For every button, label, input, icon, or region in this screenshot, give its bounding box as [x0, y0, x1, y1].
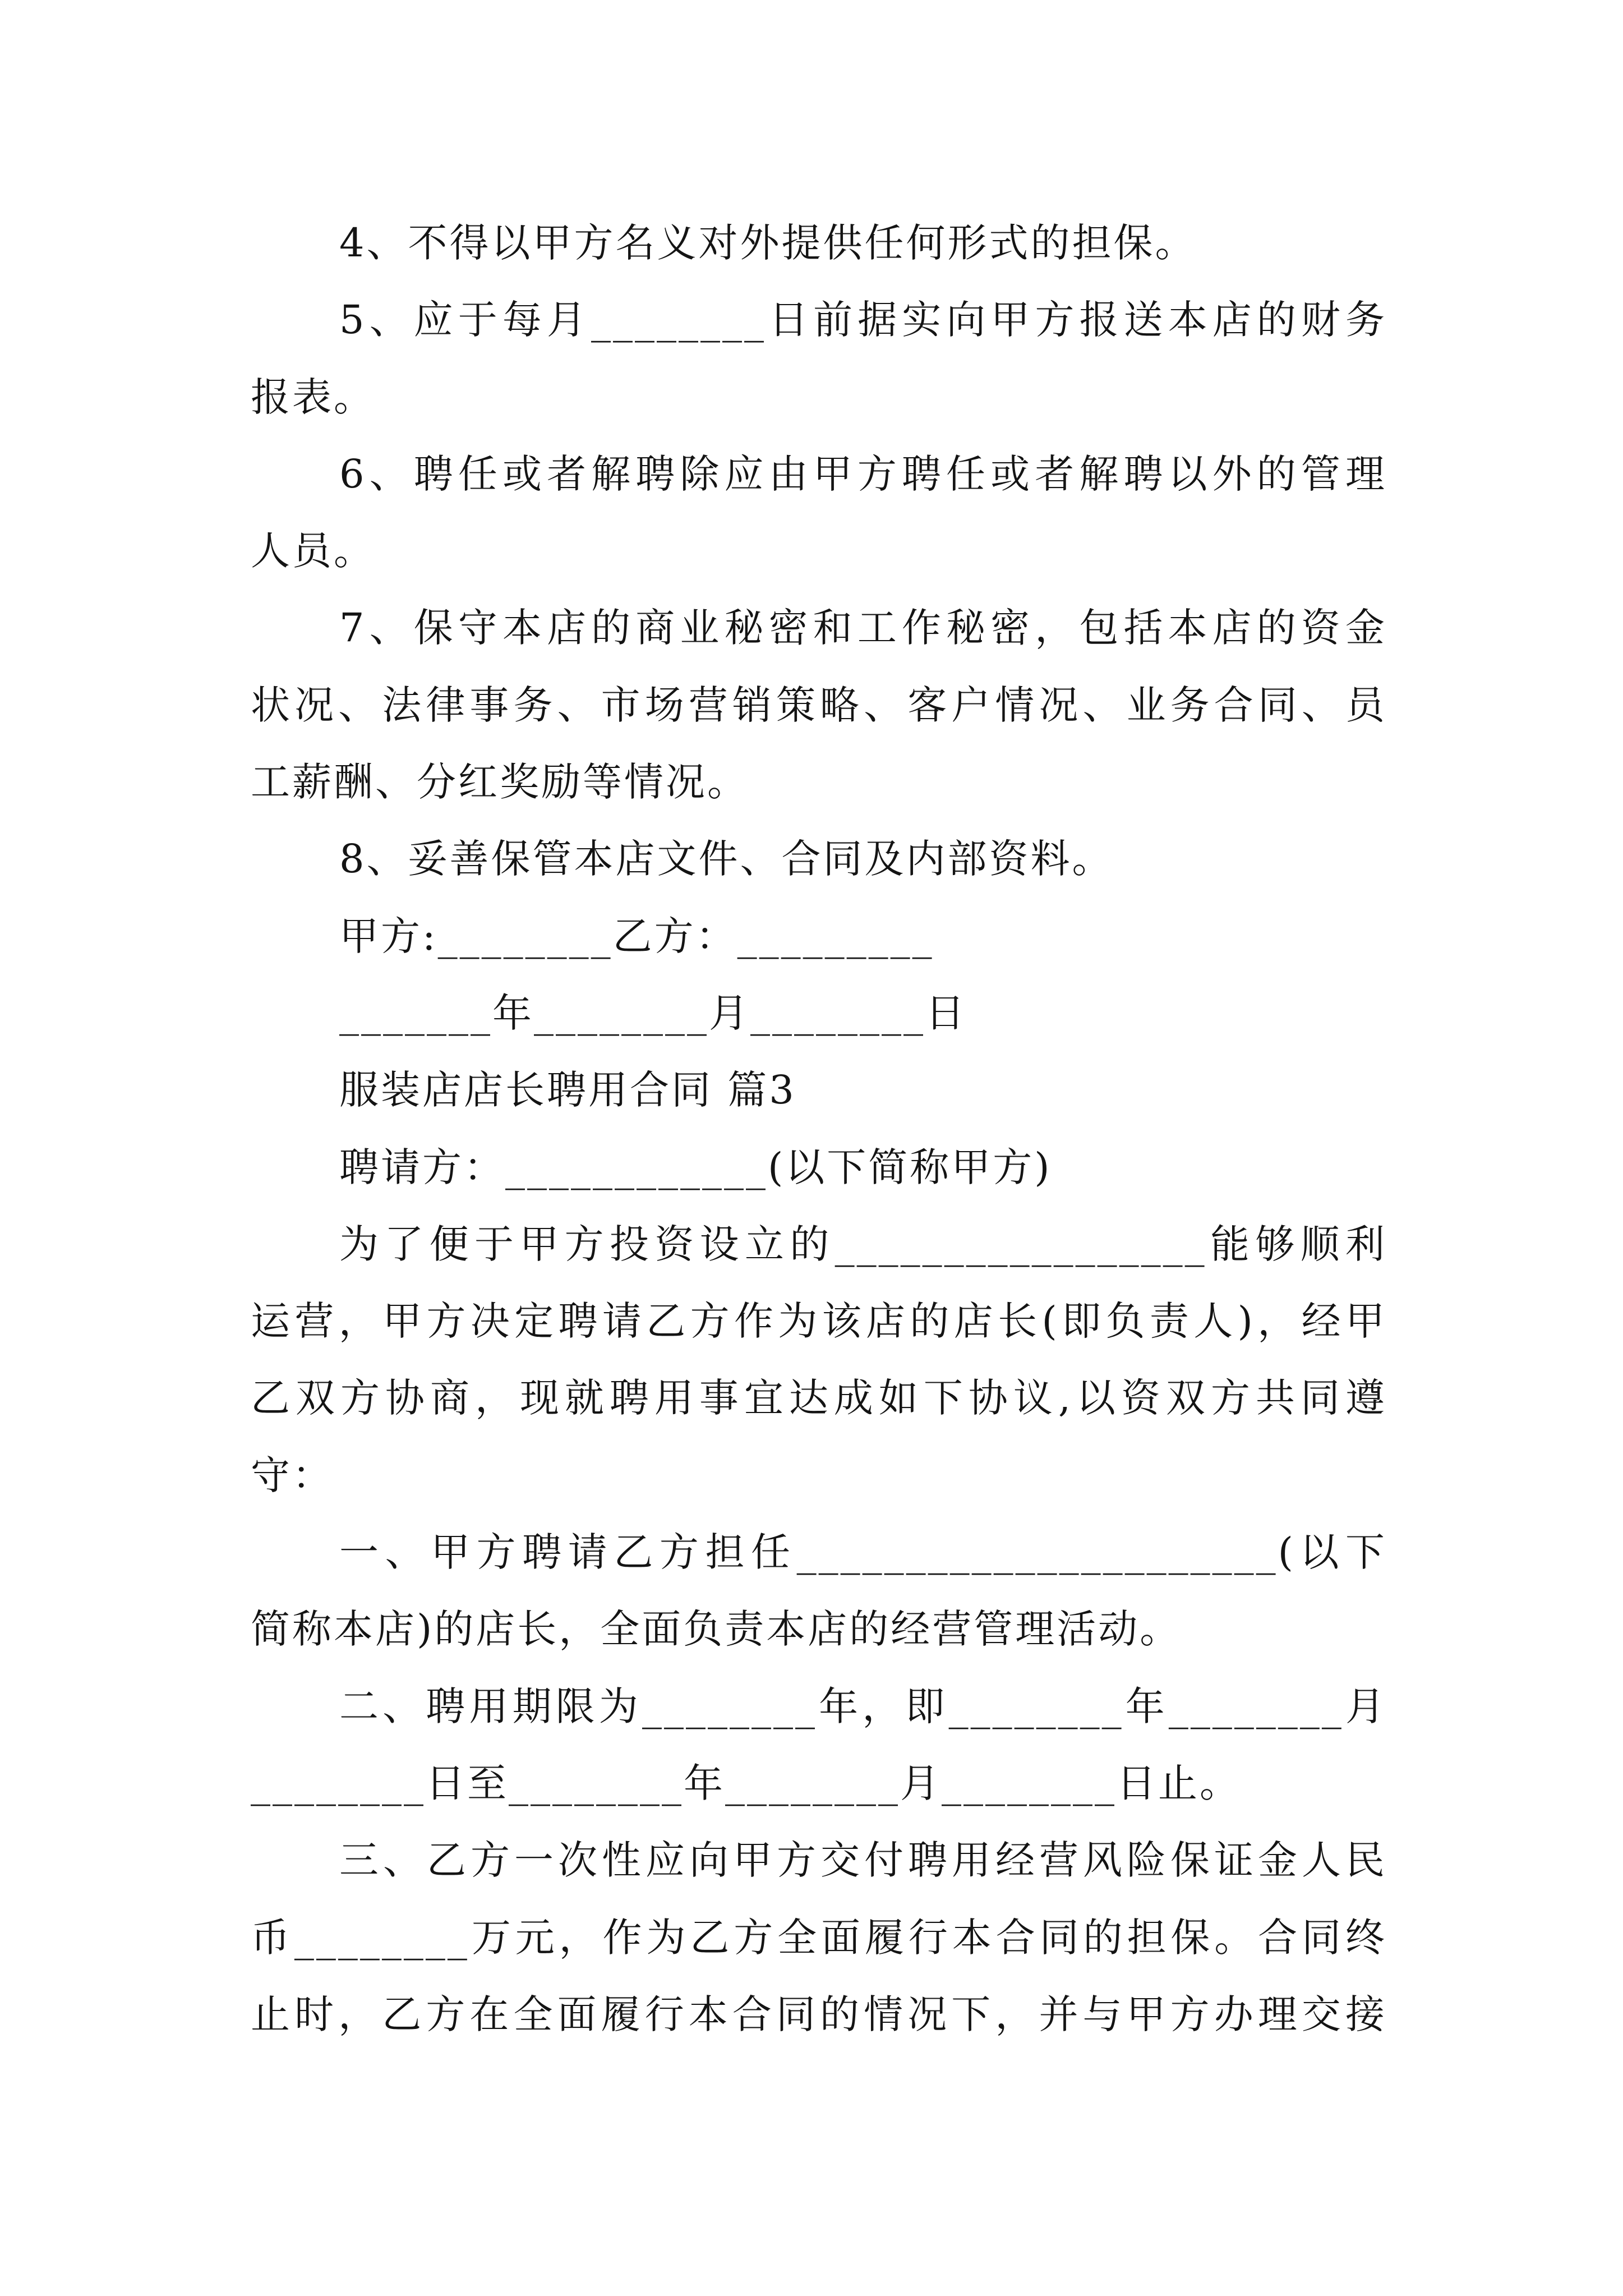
- preamble-line-3: 乙双方协商，现就聘用事宜达成如下协议,以资双方共同遵: [251, 1375, 1387, 1421]
- employer-line-1: 聘请方：____________(以下简称甲方): [339, 1144, 1052, 1190]
- preamble-line-4: 守：: [251, 1452, 334, 1498]
- preamble-line-1: 为了便于甲方投资设立的_________________能够顺利: [339, 1221, 1387, 1267]
- article-1-line-2: 简称本店)的店长，全面负责本店的经营管理活动。: [251, 1606, 1182, 1653]
- signature-parties: 甲方:________乙方：_________: [339, 913, 934, 959]
- article-3: [251, 1822, 1387, 2053]
- clause-6-line-2: 人员。: [251, 528, 375, 574]
- article-3-line-2: 币________万元，作为乙方全面履行本合同的担保。合同终: [251, 1914, 1387, 1961]
- clause-7: [251, 590, 1387, 821]
- clause-6-line-1: 6、聘任或者解聘除应由甲方聘任或者解聘以外的管理: [339, 450, 1387, 497]
- clause-7-line-3: 工薪酬、分红奖励等情况。: [251, 759, 749, 806]
- clause-4: [251, 205, 1387, 282]
- article-3-line-1: 三、乙方一次性应向甲方交付聘用经营风险保证金人民: [339, 1837, 1387, 1884]
- article-2-line-2: ________日至________年________月________日止。: [251, 1760, 1241, 1806]
- article-2-line-1: 二、聘用期限为________年，即________年________月: [339, 1683, 1387, 1729]
- preamble: [251, 1206, 1387, 1514]
- article-1: [251, 1514, 1387, 1668]
- clause-4-line-1: 4、不得以甲方名义对外提供任何形式的担保。: [339, 220, 1197, 266]
- document-page: [251, 205, 1387, 2053]
- article-3-line-3: 止时，乙方在全面履行本合同的情况下，并与甲方办理交接: [251, 1991, 1387, 2037]
- clause-6: [251, 436, 1387, 590]
- clause-8-line-1: 8、妥善保管本店文件、合同及内部资料。: [339, 836, 1114, 882]
- clause-7-line-2: 状况、法律事务、市场营销策略、客户情况、业务合同、员: [251, 682, 1387, 728]
- signature-block: [251, 898, 1387, 1052]
- clause-7-line-1: 7、保守本店的商业秘密和工作秘密，包括本店的资金: [339, 605, 1387, 651]
- article-1-line-1: 一、甲方聘请乙方担任______________________(以下: [339, 1529, 1387, 1576]
- clause-5-line-1: 5、应于每月________日前据实向甲方报送本店的财务: [339, 297, 1387, 343]
- section-title: 服装店店长聘用合同 篇3: [339, 1067, 796, 1114]
- preamble-line-2: 运营，甲方决定聘请乙方作为该店的店长(即负责人)，经甲: [251, 1298, 1387, 1345]
- article-2: [251, 1668, 1387, 1823]
- clause-8: [251, 821, 1387, 898]
- clause-5: [251, 282, 1387, 436]
- employer-line: [251, 1129, 1387, 1206]
- section-heading: [251, 1052, 1387, 1129]
- clause-5-line-2: 报表。: [251, 374, 375, 420]
- signature-date: _______年________月________日: [339, 990, 967, 1036]
